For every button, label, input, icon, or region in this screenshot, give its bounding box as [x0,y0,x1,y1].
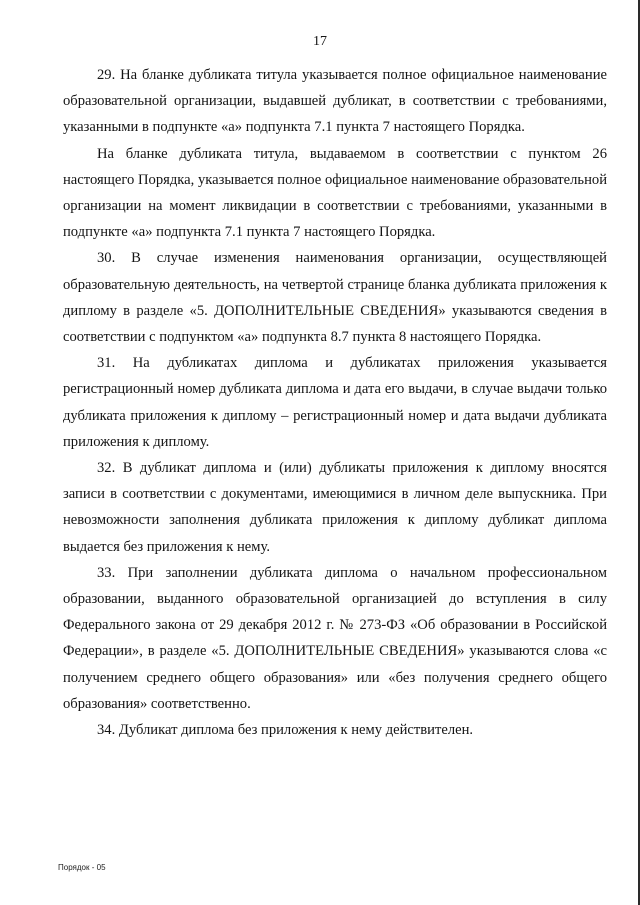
paragraph-29-continued: На бланке дубликата титула, выдаваемом в соответствии с пунктом 26 настоящего Порядка, указывается полное официальное наименование образовательной организации на момент ликвидации в соответствии с требованиями, указанными в подпункте «а» подпункта 7.1 пункта 7 настоящего Порядка. [63,145,607,241]
document-body [63,62,607,743]
page-number: 17 [313,34,327,49]
paragraph-32: 32. В дубликат диплома и (или) дубликаты приложения к диплому вносятся записи в соответствии с документами, имеющимися в личном деле выпускника. При невозможности заполнения дубликата приложения к диплому дубликат диплома выдается без приложения к нему. [63,460,607,555]
paragraph-33: 33. При заполнении дубликата диплома о начальном профессиональном образовании, выданного образовательной организацией до вступления в силу Федерального закона от 29 декабря 2012 г. № 273-ФЗ «Об образовании в Российской Федерации», в разделе «5. ДОПОЛНИТЕЛЬНЫЕ СВЕДЕНИЯ» указываются слова «с получением среднего общего образования» или «без получения среднего общего образования» соответственно. [63,564,607,712]
footer-label: Порядок - 05 [58,863,106,872]
paragraph-34: 34. Дубликат диплома без приложения к нему действителен. [97,722,474,739]
paragraph-29: 29. На бланке дубликата титула указывается полное официальное наименование образовательной организации, выдавшей дубликат, в соответствии с требованиями, указанными в подпункте «а» подпункта 7.1 пункта 7 настоящего Порядка. [63,67,607,136]
paragraph-31: 31. На дубликатах диплома и дубликатах приложения указывается регистрационный номер дубликата диплома и дата его выдачи, в случае выдачи только дубликата приложения к диплому – регистрационный номер и дата выдачи дубликата приложения к диплому. [63,355,607,450]
paragraph-30: 30. В случае изменения наименования организации, осуществляющей образовательную деятельность, на четвертой странице бланка дубликата приложения к диплому в разделе «5. ДОПОЛНИТЕЛЬНЫЕ СВЕДЕНИЯ» указываются сведения в соответствии с подпунктом «а» подпункта 8.7 пункта 8 настоящего Порядка. [63,250,607,346]
